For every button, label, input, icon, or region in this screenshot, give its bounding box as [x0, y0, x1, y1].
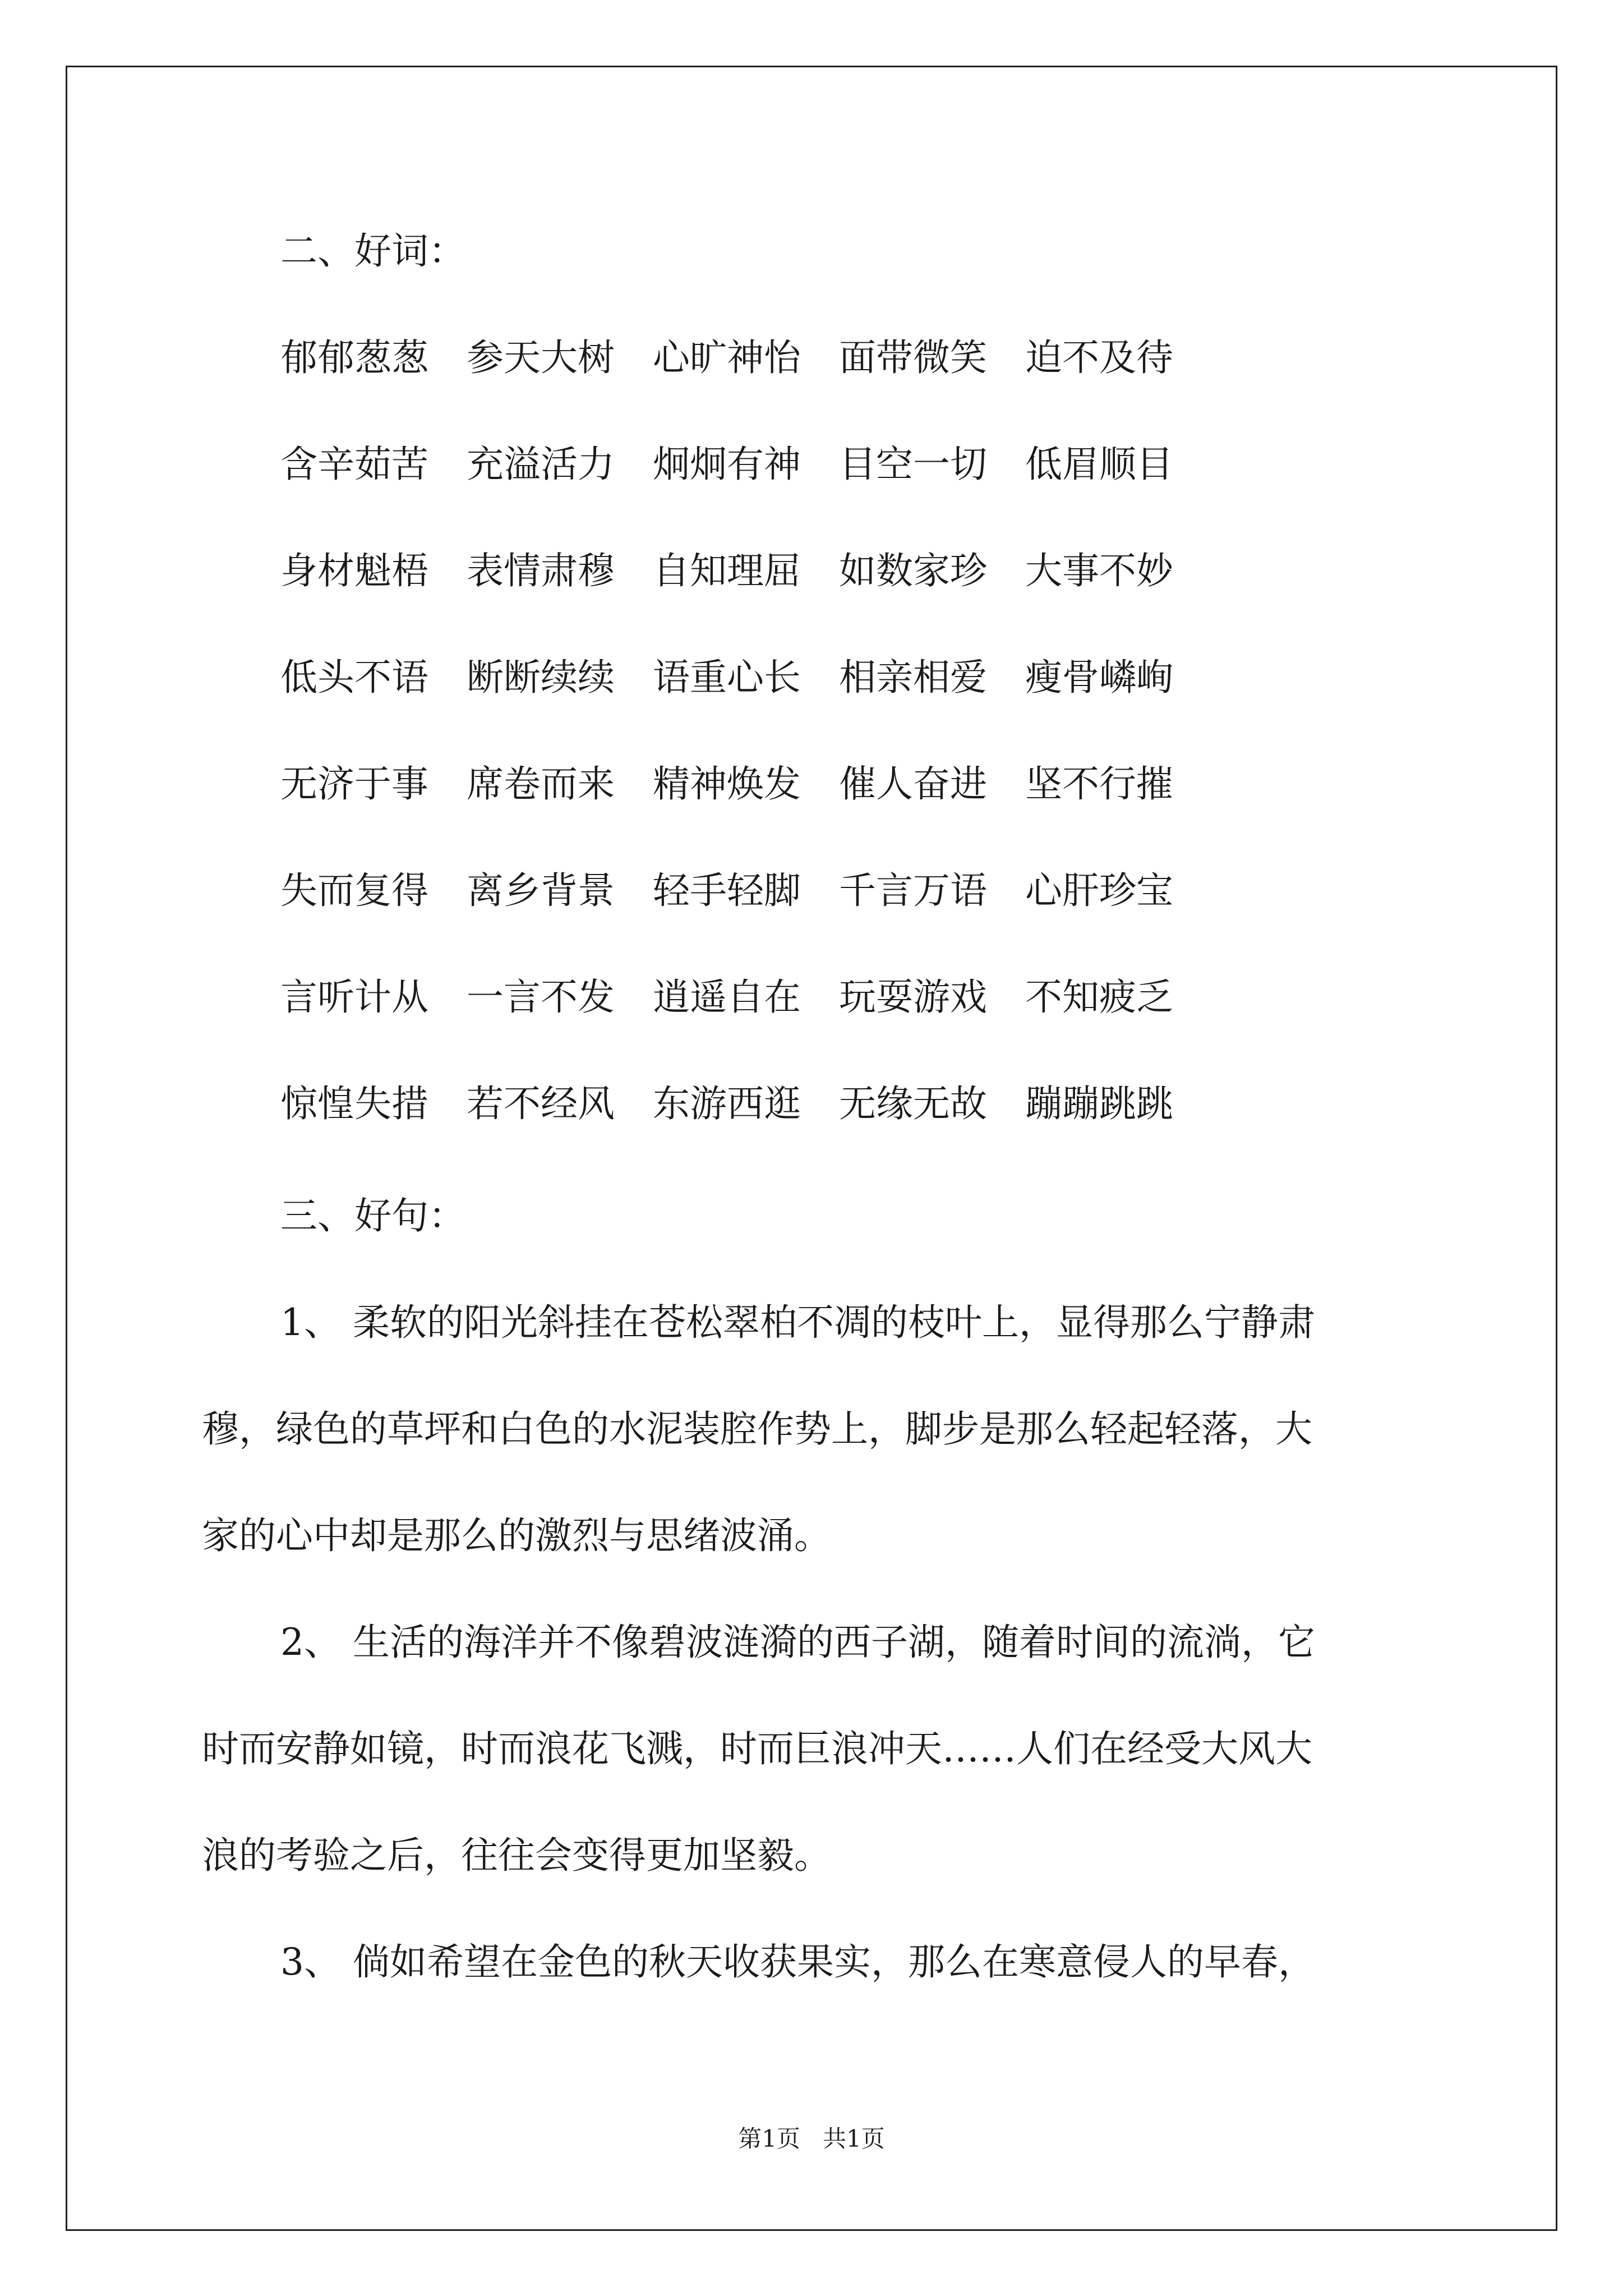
good-word: 身材魁梧: [280, 549, 428, 592]
good-word: 面带微笑: [839, 336, 987, 379]
good-word: 心旷神怡: [653, 336, 801, 379]
word-row: [280, 549, 1211, 593]
good-word: 断断续续: [467, 656, 615, 699]
good-word: 千言万语: [839, 869, 987, 912]
good-word: 言听计从: [280, 976, 428, 1019]
good-word: 相亲相爱: [839, 656, 987, 699]
good-word: 惊惶失措: [280, 1082, 428, 1125]
good-word: 语重心长: [653, 656, 801, 699]
section-2-heading: 二、好词：: [280, 229, 465, 273]
good-word: 含辛茹苦: [280, 443, 428, 486]
sentence-line: 浪的考验之后，往往会变得更加坚毅。: [202, 1834, 831, 1877]
good-word: 不知疲乏: [1025, 976, 1173, 1019]
good-word: 席卷而来: [467, 762, 615, 806]
good-word: 一言不发: [467, 976, 615, 1019]
good-word: 迫不及待: [1025, 336, 1173, 379]
good-word: 瘦骨嶙峋: [1025, 656, 1173, 699]
sentence-line: 时而安静如镜，时而浪花飞溅，时而巨浪冲天……人们在经受大风大: [202, 1727, 1312, 1770]
section-3-heading: 三、好句：: [280, 1194, 465, 1237]
word-row: [280, 335, 1211, 380]
good-word: 低眉顺目: [1025, 443, 1173, 486]
good-word: 精神焕发: [653, 762, 801, 806]
sentence-line: 穆，绿色的草坪和白色的水泥装腔作势上，脚步是那么轻起轻落，大: [202, 1407, 1312, 1451]
good-word: 参天大树: [467, 336, 615, 379]
good-word: 逍遥自在: [653, 976, 801, 1019]
good-word: 失而复得: [280, 869, 428, 912]
word-row: [280, 655, 1211, 700]
good-word: 低头不语: [280, 656, 428, 699]
sentence-line: 家的心中却是那么的激烈与思绪波涌。: [202, 1514, 831, 1557]
sentence-line: 3、 倘如希望在金色的秋天收获果实，那么在寒意侵人的早春，: [280, 1940, 1315, 1984]
word-row: [280, 762, 1211, 807]
good-word: 无缘无故: [839, 1082, 987, 1125]
page-border: [66, 66, 1557, 2231]
good-word: 蹦蹦跳跳: [1025, 1082, 1173, 1125]
good-word: 心肝珍宝: [1025, 869, 1173, 912]
good-word: 玩耍游戏: [839, 976, 987, 1019]
good-word: 催人奋进: [839, 762, 987, 806]
good-word: 如数家珍: [839, 549, 987, 592]
good-word: 东游西逛: [653, 1082, 801, 1125]
good-word: 轻手轻脚: [653, 869, 801, 912]
word-row: [280, 442, 1211, 487]
good-word: 离乡背景: [467, 869, 615, 912]
good-word: 目空一切: [839, 443, 987, 486]
good-word: 充溢活力: [467, 443, 615, 486]
page-footer: 第1页 共1页: [738, 2125, 885, 2152]
good-word: 表情肃穆: [467, 549, 615, 592]
word-row: [280, 868, 1211, 913]
good-word: 自知理屈: [653, 549, 801, 592]
sentence-line: 1、 柔软的阳光斜挂在苍松翠柏不凋的枝叶上，显得那么宁静肃: [280, 1301, 1315, 1344]
good-word: 若不经风: [467, 1082, 615, 1125]
good-word: 坚不行摧: [1025, 762, 1173, 806]
sentence-line: 2、 生活的海洋并不像碧波涟漪的西子湖，随着时间的流淌，它: [280, 1621, 1315, 1664]
word-row: [280, 975, 1211, 1020]
good-word: 炯炯有神: [653, 443, 801, 486]
word-row: [280, 1082, 1211, 1126]
good-word: 郁郁葱葱: [280, 336, 428, 379]
good-word: 无济于事: [280, 762, 428, 806]
good-word: 大事不妙: [1025, 549, 1173, 592]
